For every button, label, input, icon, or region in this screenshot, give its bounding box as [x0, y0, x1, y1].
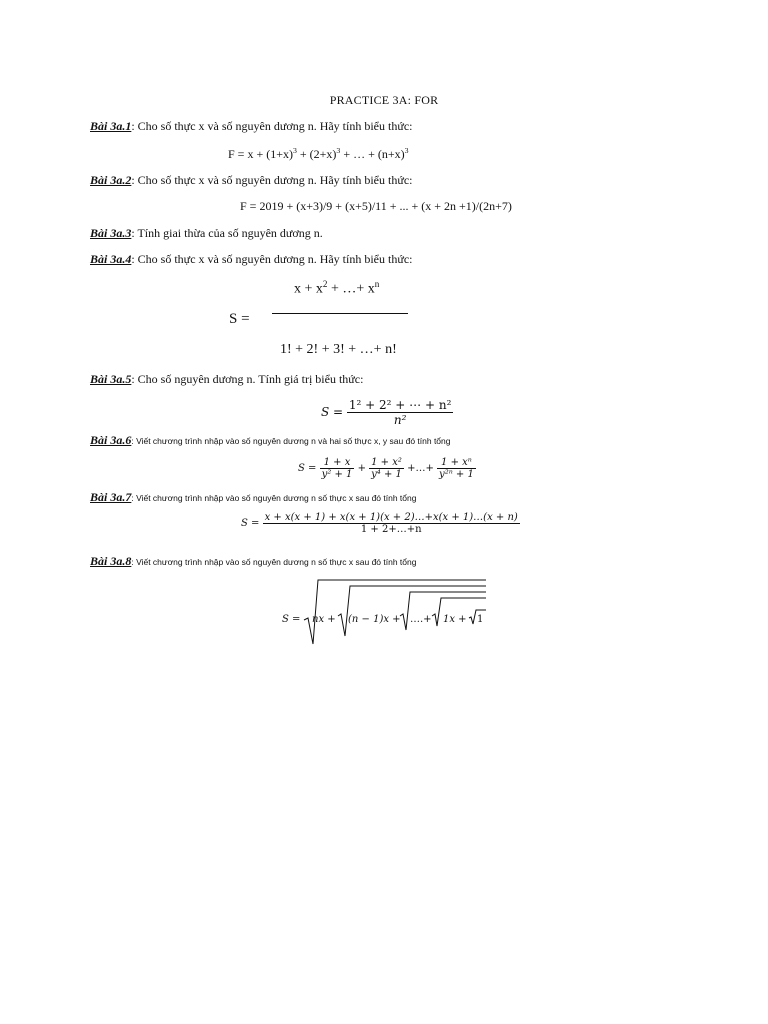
formula-3a5 [321, 398, 453, 427]
formula-3a7 [241, 512, 520, 535]
exercise-label: Bài 3a.3 [90, 226, 132, 240]
fraction-numerator: x + x(x + 1) + x(x + 1)(x + 2)…+x(x + 1)…(x + n) [264, 512, 518, 523]
exercise-text: : Viết chương trình nhập vào số nguyên dương n số thực x sau đó tính tổng [131, 493, 417, 503]
formula-lhs: S = [241, 518, 260, 529]
formula-exponent: 3 [404, 146, 409, 155]
exercise-3a2 [90, 173, 413, 188]
fraction-numerator: 1 + xⁿ [437, 457, 476, 469]
fraction-denominator: y⁴ + 1 [371, 469, 402, 480]
radical-term-4: 1x + [443, 614, 467, 625]
exercise-3a8 [90, 554, 416, 569]
fraction-denominator: y² + 1 [321, 469, 353, 480]
formula-lhs: S = [321, 405, 344, 419]
exercise-label: Bài 3a.6 [90, 433, 132, 447]
exercise-label: Bài 3a.2 [90, 173, 132, 187]
exercise-3a4 [90, 252, 413, 267]
exercise-text: : Viết chương trình nhập vào số nguyên dương n và hai số thực x, y sau đó tính tổng [131, 436, 451, 446]
formula-exponent: 2 [322, 279, 328, 289]
formula-part: + … + (n+x) [340, 147, 405, 161]
fraction [437, 457, 476, 480]
fraction [263, 512, 520, 535]
radical-term-2: (n − 1)x + [348, 614, 401, 625]
formula-part: +…+ [407, 463, 434, 474]
nested-radical [300, 576, 490, 648]
exercise-text: : Cho số thực x và số nguyên dương n. Hãy tính biểu thức: [131, 173, 413, 187]
exercise-3a1 [90, 119, 413, 134]
formula-part: + …+ x [330, 281, 375, 297]
exercise-3a7 [90, 490, 416, 505]
fraction [369, 457, 404, 480]
fraction [320, 457, 355, 480]
exercise-3a5 [90, 372, 363, 387]
radical-term-1: nx + [312, 614, 336, 625]
exercise-text: : Cho số thực x và số nguyên dương n. Hãy tính biểu thức: [131, 252, 413, 266]
exercise-text: : Viết chương trình nhập vào số nguyên dương n số thực x sau đó tính tổng [131, 557, 417, 567]
radical-sign [338, 586, 486, 636]
exercise-3a6 [90, 433, 451, 448]
formula-part: F = x + (1+x) [228, 147, 293, 161]
page-title: PRACTICE 3A: FOR [329, 93, 439, 107]
exercise-label: Bài 3a.5 [90, 372, 132, 386]
formula-exponent: 3 [336, 146, 341, 155]
fraction-denominator: n² [393, 413, 407, 427]
fraction-numerator: 1² + 2² + ⋯ + n² [348, 398, 452, 412]
formula-3a6 [298, 457, 476, 480]
radical-term-5: 1 [477, 614, 484, 625]
fraction-denominator: y²ⁿ + 1 [439, 469, 474, 480]
formula-part: x + x [294, 281, 323, 297]
fraction-bar [272, 313, 408, 314]
exercise-text: : Tính giai thừa của số nguyên dương n. [131, 226, 323, 240]
formula-3a4-numerator [294, 279, 379, 298]
exercise-label: Bài 3a.1 [90, 119, 132, 133]
exercise-text: : Cho số thực x và số nguyên dương n. Hãy tính biểu thức: [131, 119, 413, 133]
formula-exponent: 3 [292, 146, 297, 155]
fraction [347, 398, 453, 427]
fraction-numerator: 1 + x² [369, 457, 404, 469]
formula-3a2: F = 2019 + (x+3)/9 + (x+5)/11 + ... + (x + 2n +1)/(2n+7) [240, 199, 512, 213]
exercise-label: Bài 3a.8 [90, 554, 132, 568]
exercise-label: Bài 3a.4 [90, 252, 132, 266]
fraction-denominator: 1 + 2+…+n [360, 524, 422, 535]
formula-3a4-lhs: S = [229, 311, 250, 327]
formula-part: + (2+x) [296, 147, 337, 161]
fraction-numerator: 1 + x [320, 457, 355, 469]
plus-sign: + [357, 463, 366, 474]
exercise-3a3 [90, 226, 323, 241]
exercise-text: : Cho số nguyên dương n. Tính giá trị biểu thức: [131, 372, 364, 386]
radical-sign [304, 580, 486, 644]
formula-lhs: S = [298, 463, 317, 474]
radical-term-3: ….+ [410, 614, 432, 625]
formula-exponent: n [374, 279, 380, 289]
exercise-label: Bài 3a.7 [90, 490, 132, 504]
formula-3a4-denominator: 1! + 2! + 3! + …+ n! [280, 342, 397, 357]
formula-3a1 [228, 146, 409, 162]
formula-3a8-lhs: S = [282, 614, 301, 625]
